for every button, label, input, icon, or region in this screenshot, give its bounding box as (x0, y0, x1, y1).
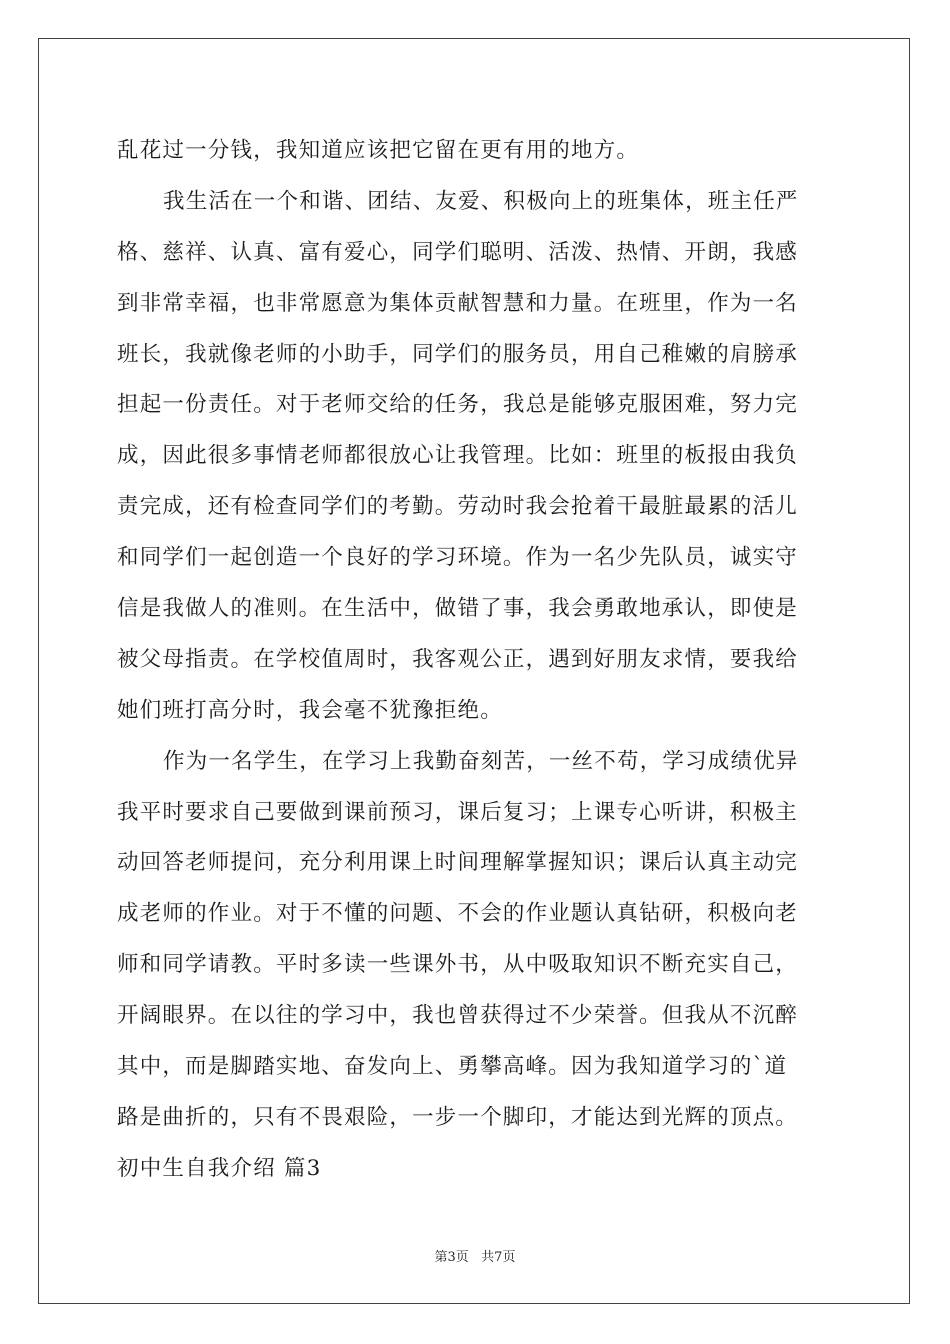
text-line: 师和同学请教。平时多读一些课外书，从中吸取知识不断充实自己， (117, 952, 799, 978)
paragraph-start-line: 作为一名学生，在学习上我勤奋刻苦，一丝不苟，学习成绩优异 (163, 748, 799, 774)
text-line: 乱花过一分钱，我知道应该把它留在更有用的地方。 (117, 138, 640, 163)
text-line: 被父母指责。在学校值周时，我客观公正，遇到好朋友求情，要我给 (117, 646, 799, 672)
text-line: 责完成，还有检查同学们的考勤。劳动时我会抢着干最脏最累的活儿 (117, 494, 799, 520)
text-line: 成老师的作业。对于不懂的问题、不会的作业题认真钻研，积极向老 (117, 901, 799, 927)
page-number-footer: 第3页 共7页 (434, 1250, 516, 1265)
text-line: 动回答老师提问，充分利用课上时间理解掌握知识；课后认真主动完 (117, 850, 799, 876)
text-line: 其中，而是脚踏实地、奋发向上、勇攀高峰。因为我知道学习的`道 (117, 1054, 788, 1080)
document-body (117, 126, 837, 1195)
section-heading: 初中生自我介绍 篇3 (117, 1155, 322, 1181)
text-line: 开阔眼界。在以往的学习中，我也曾获得过不少荣誉。但我从不沉醉 (117, 1003, 799, 1029)
text-line: 格、慈祥、认真、富有爱心，同学们聪明、活泼、热情、开朗，我感 (117, 239, 799, 265)
paragraph-start-line: 我生活在一个和谐、团结、友爱、积极向上的班集体，班主任严 (163, 188, 799, 214)
text-line: 到非常幸福，也非常愿意为集体贡献智慧和力量。在班里，作为一名 (117, 290, 799, 316)
text-line: 成，因此很多事情老师都很放心让我管理。比如：班里的板报由我负 (117, 443, 799, 469)
text-line: 我平时要求自己要做到课前预习，课后复习；上课专心听讲，积极主 (117, 799, 799, 825)
text-line: 和同学们一起创造一个良好的学习环境。作为一名少先队员，诚实守 (117, 545, 799, 571)
text-line: 路是曲折的，只有不畏艰险，一步一个脚印，才能达到光辉的顶点。 (117, 1104, 799, 1130)
text-line: 她们班打高分时，我会毫不犹豫拒绝。 (117, 697, 503, 723)
text-line: 班长，我就像老师的小助手，同学们的服务员，用自己稚嫩的肩膀承 (117, 341, 799, 367)
text-line: 担起一份责任。对于老师交给的任务，我总是能够克服困难，努力完 (117, 392, 799, 418)
text-line: 信是我做人的准则。在生活中，做错了事，我会勇敢地承认，即使是 (117, 596, 799, 622)
